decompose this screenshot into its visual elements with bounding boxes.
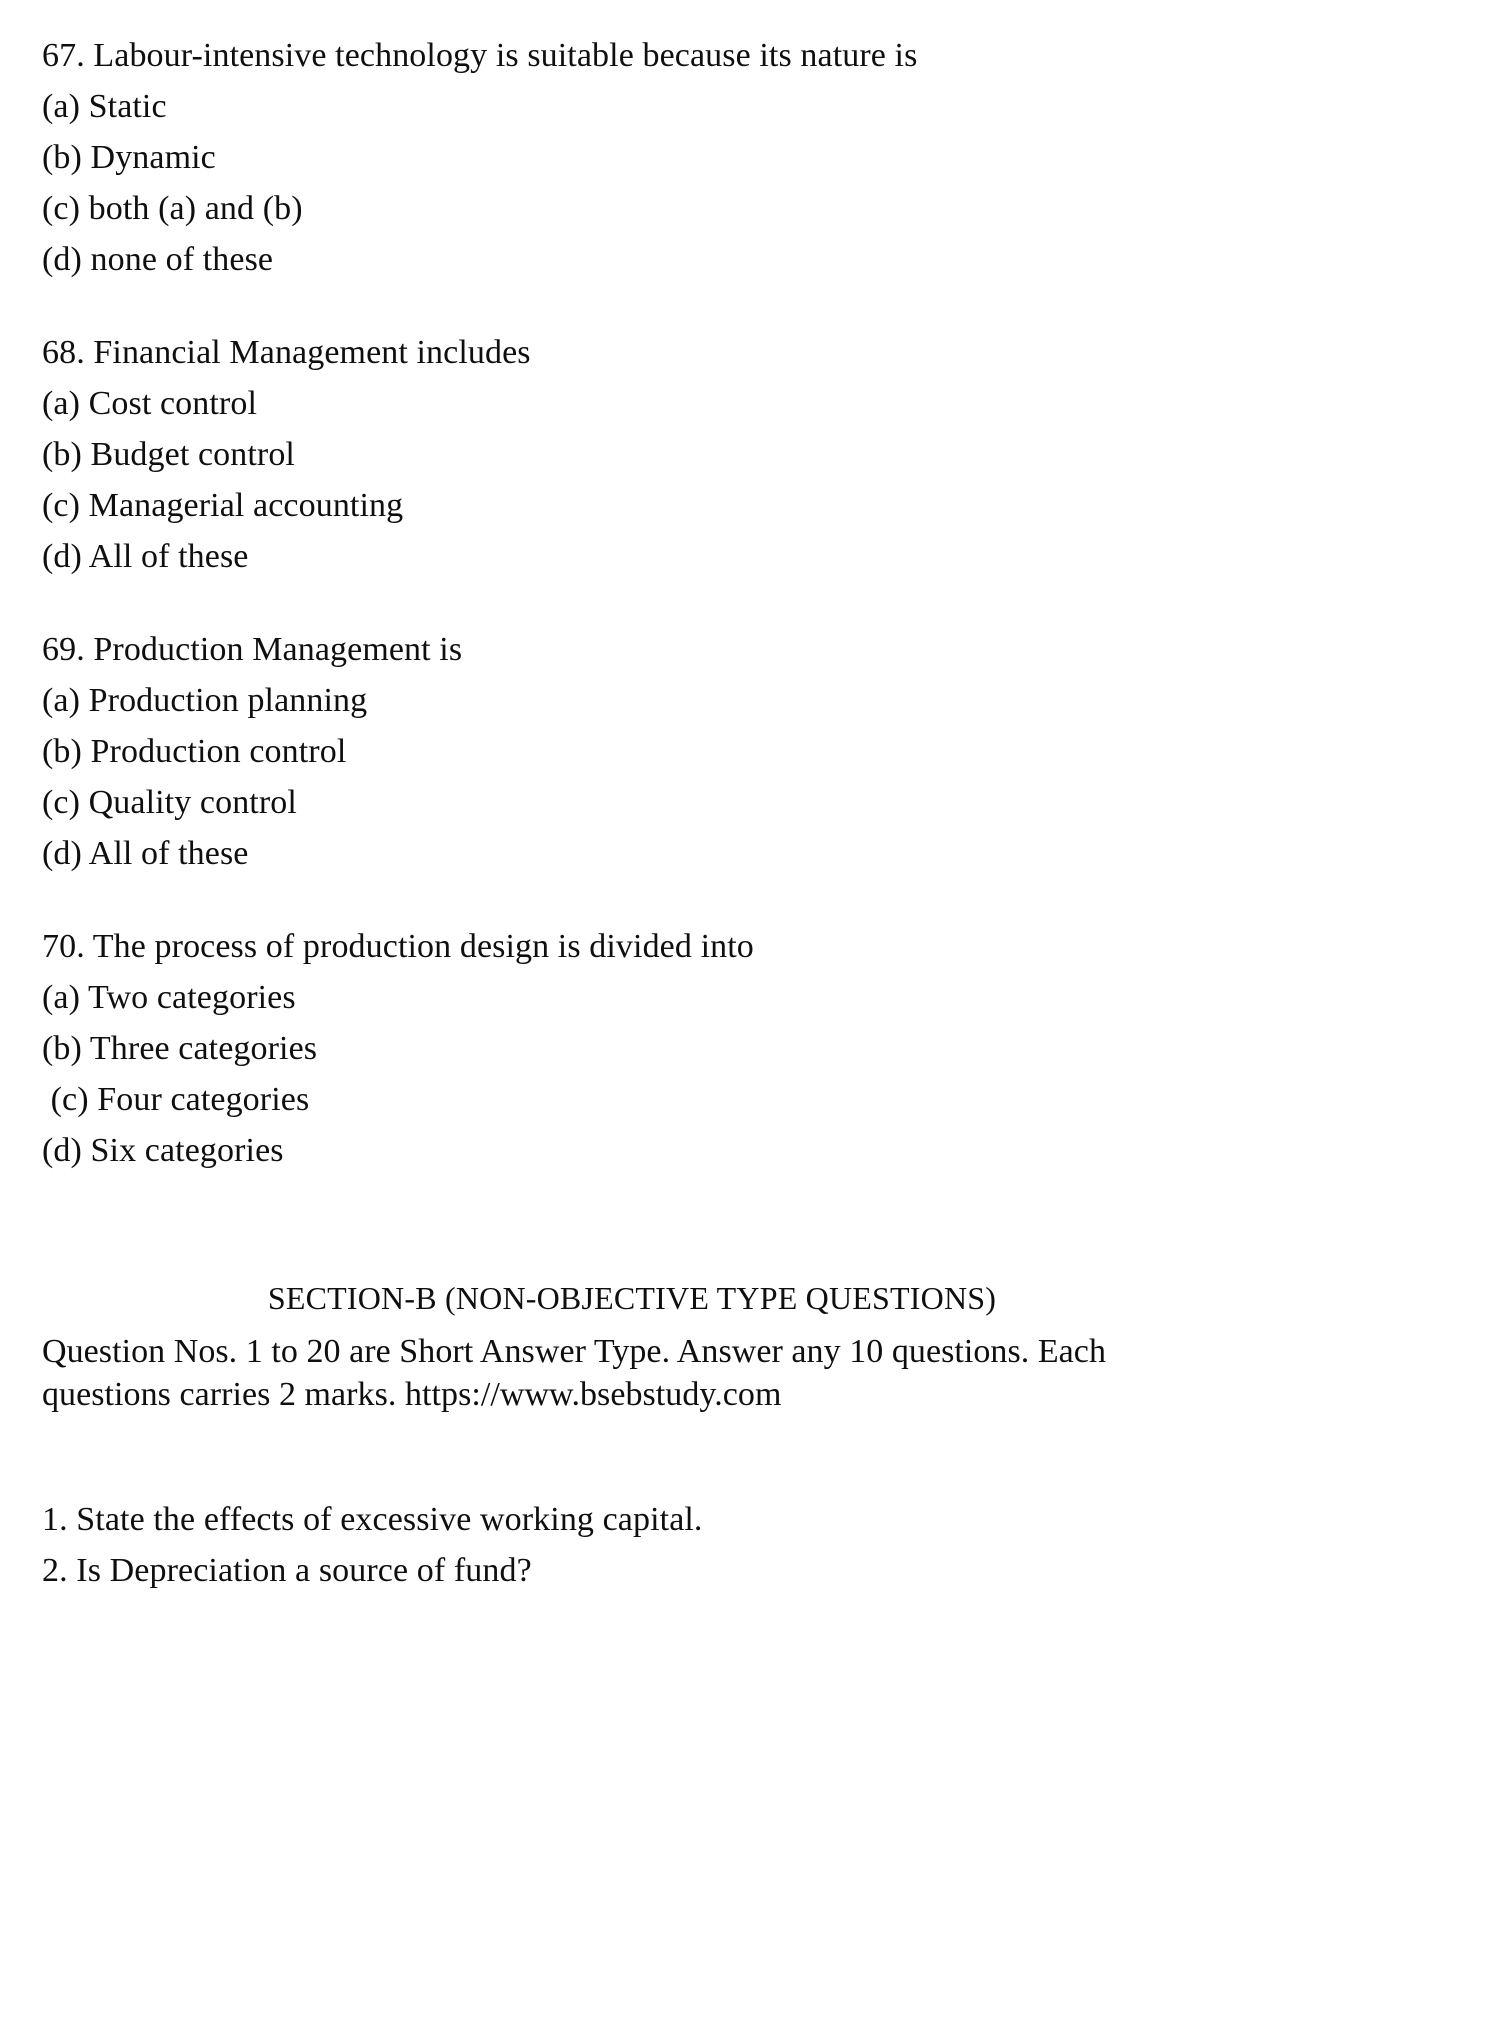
question-69-option-c: (c) Quality control [42,784,297,821]
question-67-option-d: (d) none of these [42,241,274,278]
question-block-67 [42,30,1462,285]
question-69-option-b: (b) Production control [42,733,347,770]
question-stem-68: 68. Financial Management includes [42,334,531,371]
question-67-option-c: (c) both (a) and (b) [42,190,303,227]
section-b-heading: SECTION-B (NON-OBJECTIVE TYPE QUESTIONS) [267,1280,997,1316]
question-70-option-a: (a) Two categories [42,979,296,1016]
question-block-69 [42,624,1462,879]
question-68-option-c: (c) Managerial accounting [42,487,404,524]
question-block-70 [42,921,1462,1176]
section-spacer [42,1218,1462,1276]
question-67-option-a: (a) Static [42,88,167,125]
question-stem-70: 70. The process of production design is divided into [42,928,754,965]
question-70-option-b: (b) Three categories [42,1030,318,1067]
question-stem-69: 69. Production Management is [42,631,463,668]
question-68-option-b: (b) Budget control [42,436,295,473]
question-69-option-d: (d) All of these [42,835,249,872]
question-68-option-d: (d) All of these [42,538,249,575]
section-b-instructions: Question Nos. 1 to 20 are Short Answer Type. Answer any 10 questions. Each questions carries 2 marks. https://www.bsebstudy.com [42,1333,1106,1413]
question-block-68 [42,327,1462,582]
short-answer-question-2: 2. Is Depreciation a source of fund? [42,1552,532,1589]
question-70-option-d: (d) Six categories [42,1132,284,1169]
question-67-option-b: (b) Dynamic [42,139,216,176]
page-content [42,30,1462,1596]
short-answer-question-1: 1. State the effects of excessive working capital. [42,1501,703,1538]
short-answer-question-list [42,1494,1462,1596]
question-70-option-c: (c) Four categories [42,1081,310,1118]
question-69-option-a: (a) Production planning [42,682,368,719]
question-68-option-a: (a) Cost control [42,385,257,422]
question-stem-67: 67. Labour-intensive technology is suitable because its nature is [42,37,918,74]
